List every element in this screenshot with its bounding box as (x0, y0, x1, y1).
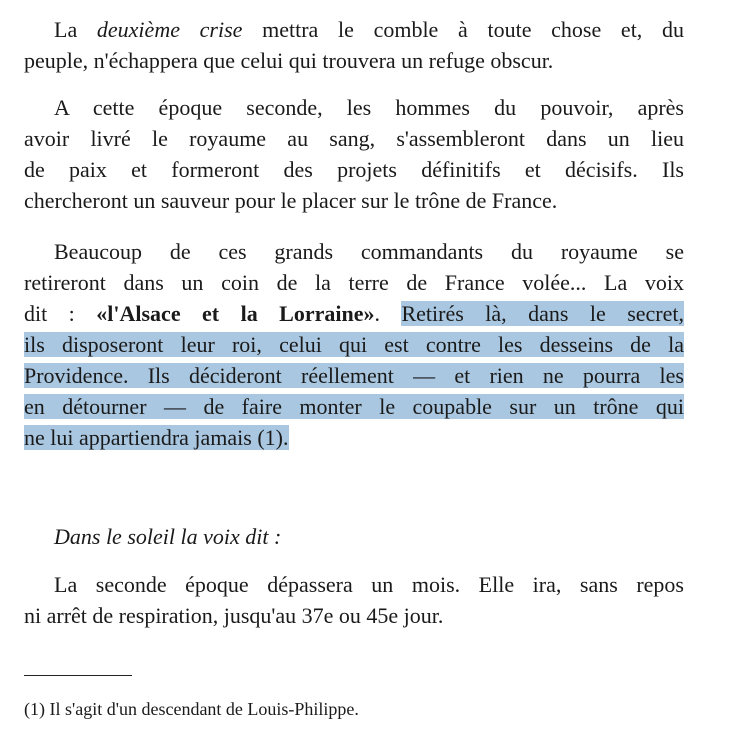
selected-text[interactable]: ils disposeront leur roi, celui qui est contre les desseins de la (24, 332, 684, 357)
paragraph-3 (24, 236, 684, 453)
p2-line-1: A cette époque seconde, les hommes du pouvoir, après (54, 95, 684, 120)
selected-text[interactable]: ne lui appartiendra jamais (1). (24, 425, 289, 450)
paragraph-1 (24, 14, 684, 76)
selected-text[interactable]: en détourner — de faire monter le coupable sur un trône qui (24, 394, 684, 419)
bold-alsace-lorraine: «l'Alsace et la Lorraine» (96, 301, 375, 326)
paragraph-5 (24, 569, 684, 631)
emphasis-deuxieme-crise: deuxième crise (96, 17, 243, 42)
p2-line-3: de paix et formeront des projets définitifs et décisifs. Ils (24, 157, 684, 182)
p5-line-2: ni arrêt de respiration, jusqu'au 37e ou 45e jour. (24, 603, 444, 628)
p3-line-7[interactable] (24, 422, 684, 453)
paragraph-2 (24, 92, 684, 216)
footnote-separator (24, 675, 132, 676)
p3-line-4[interactable] (24, 329, 684, 360)
p3-line-6[interactable] (24, 391, 684, 422)
selected-text[interactable]: Providence. Ils décideront réellement — et rien ne pourra les (24, 363, 684, 388)
footnote: (1) Il s'agit d'un descendant de Louis-Philippe. (24, 699, 359, 719)
p2-line-4: chercheront un sauveur pour le placer sur le trône de France. (24, 188, 558, 213)
paragraph-4 (24, 521, 684, 552)
p3-line-3: dit : «l'Alsace et la Lorraine». Retirés là, dans le secret, (24, 301, 684, 326)
p5-line-1: La seconde époque dépassera un mois. Elle ira, sans repos (54, 572, 684, 597)
p3-line-2: retireront dans un coin de la terre de France volée... La voix (24, 270, 684, 295)
p3-line-5[interactable] (24, 360, 684, 391)
p1-line-1: La deuxième crise mettra le comble à toute chose et, du (54, 17, 685, 42)
p4-line-1: Dans le soleil la voix dit : (54, 524, 282, 549)
p1-line-2: peuple, n'échappera que celui qui trouvera un refuge obscur. (24, 48, 554, 73)
p3-line-1: Beaucoup de ces grands commandants du royaume se (54, 239, 684, 264)
selected-text[interactable]: Retirés là, dans le secret, (401, 301, 684, 326)
p2-line-2: avoir livré le royaume au sang, s'assembleront dans un lieu (24, 126, 684, 151)
